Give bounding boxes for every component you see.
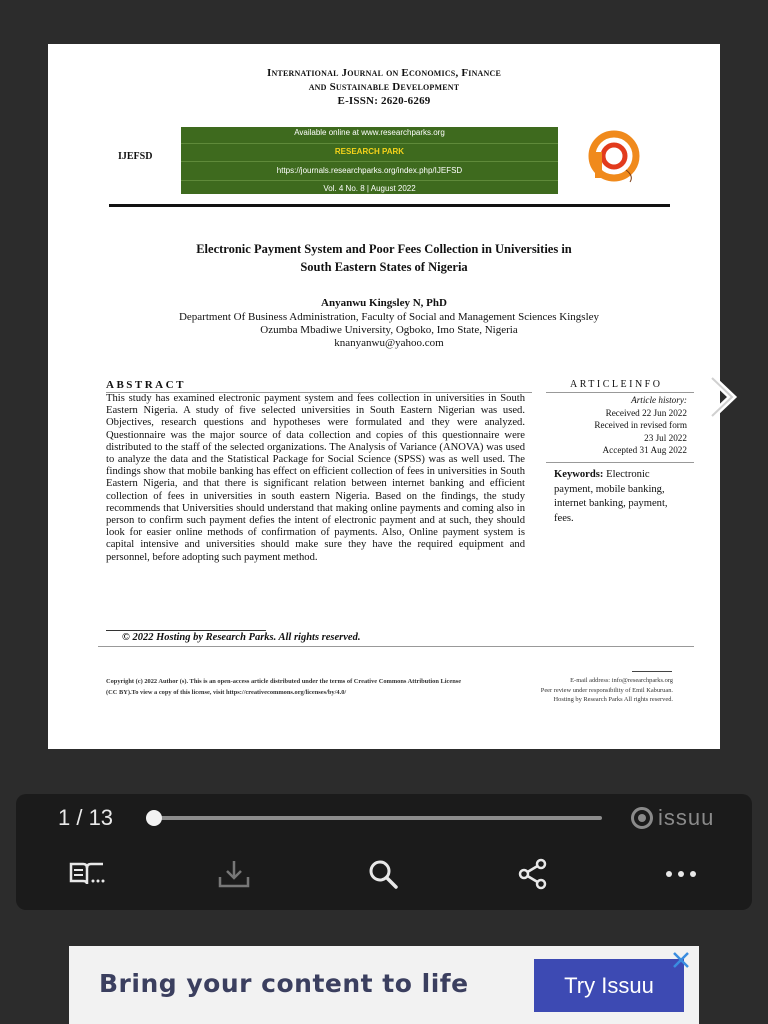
abstract-heading: ABSTRACT [106,379,186,391]
close-icon [670,949,692,971]
document-page [48,44,720,749]
ad-banner[interactable] [69,946,699,1024]
keywords-label: Keywords: [554,469,604,480]
issn: E-ISSN: 2620-6269 [337,95,431,107]
issuu-brand-text: issuu [658,805,715,830]
page-scrubber-handle[interactable] [146,810,162,826]
publisher-info: E-mail address: info@researchparks.org Peer review under responsibility of Emil Kaburuan. Hosting by Research Parks All rights reserved. [540,677,673,703]
author-email: knanyanwu@yahoo.com [334,337,444,349]
keywords [554,468,689,526]
header-rule [109,204,670,207]
download-icon [217,859,251,889]
reader-mode-icon [69,861,107,887]
search-icon [367,858,399,890]
author-name: Anyanwu Kingsley N, PhD [321,297,447,309]
issuu-icon [630,806,654,830]
reader-mode-button[interactable] [68,854,108,894]
journal-banner [181,127,558,194]
paper-title: Electronic Payment System and Poor Fees Collection in Universities in South Eastern States of Nigeria [196,242,572,274]
share-button[interactable] [513,854,553,894]
copyright-notice: © 2022 Hosting by Research Parks. All rights reserved. [122,632,361,643]
more-icon [664,869,698,879]
ad-headline: Bring your content to life [99,969,469,998]
page-indicator: 1 / 13 [58,805,114,830]
more-options-button[interactable] [661,854,701,894]
banner-available: Available online at www.researchparks.org [294,128,445,137]
banner-volume: Vol. 4 No. 8 | August 2022 [323,184,416,193]
journal-title-line1: International Journal on Economics, Finance [266,67,502,79]
page-scrubber-track[interactable] [154,816,602,820]
banner-url: https://journals.researchparks.org/index.php/IJEFSD [276,166,463,175]
banner-brand: RESEARCH PARK [334,147,405,156]
search-button[interactable] [363,854,403,894]
ad-close-button[interactable] [670,949,692,971]
next-page-chevron-right-icon[interactable] [702,372,746,422]
license-text: Copyright (c) 2022 Author (s). This is an open-access article distributed under the terms of Creative Commons Attribution License (CC BY).To view a copy of this license, visit https://creativecommons.org/licenses/by/4.0/ [106,678,462,696]
research-park-logo [586,130,642,186]
abstract-text: This study has examined electronic payment system and fees collection in universities in South Eastern Nigeria. A study of five selected universities in South Eastern Nigerian was used. Objectives, research questions and hypotheses were formulated and they were analyzed. Questionnaire was the major source of data collection and copies of this questionnaire were distributed to the staff of the selected organizations. The Analysis of Variance (ANOVA) was used to analyze the data and the Statistical Package for Social Science (SPSS) was as well used. The findings show that mobile banking has effect on efficient collection of fees in universities in South Eastern Nigeria, and that there is significant relation between internet banking and efficient collection of fees in universities in south eastern Nigeria. Based on the findings, the study recommends that Universities should understand that making online payments and coming also in person to confirm such payment defies the intent of electronic payment and at such, they should look for easier online methods of confirmation of payments. Also, Online payment system is capital intensive and universities should make sure they have the required equipment and personnel, before adopting such payment method. [106,393,525,563]
affiliation: Department Of Business Administration, Faculty of Social and Management Sciences Kingsley Ozumba Mbadiwe University, Ogboko, Imo State, Nigeria knanyanwu@yahoo.com [118,311,660,350]
viewer-toolbar [16,794,752,910]
journal-title [48,66,720,108]
share-icon [517,858,549,890]
article-info-heading: ARTICLEINFO [570,379,663,390]
article-history: Article history: Received 22 Jun 2022 Received in revised form 23 Jul 2022 Accepted 31 Aug 2022 [594,395,687,455]
download-button[interactable] [214,854,254,894]
issuu-logo [630,805,714,831]
journal-short-name: IJEFSD [118,151,153,162]
keywords-text: Electronic payment, mobile banking, internet banking, payment, fees. [554,469,668,524]
journal-title-line2: and Sustainable Development [308,81,460,93]
try-issuu-button[interactable]: Try Issuu [534,959,684,1012]
